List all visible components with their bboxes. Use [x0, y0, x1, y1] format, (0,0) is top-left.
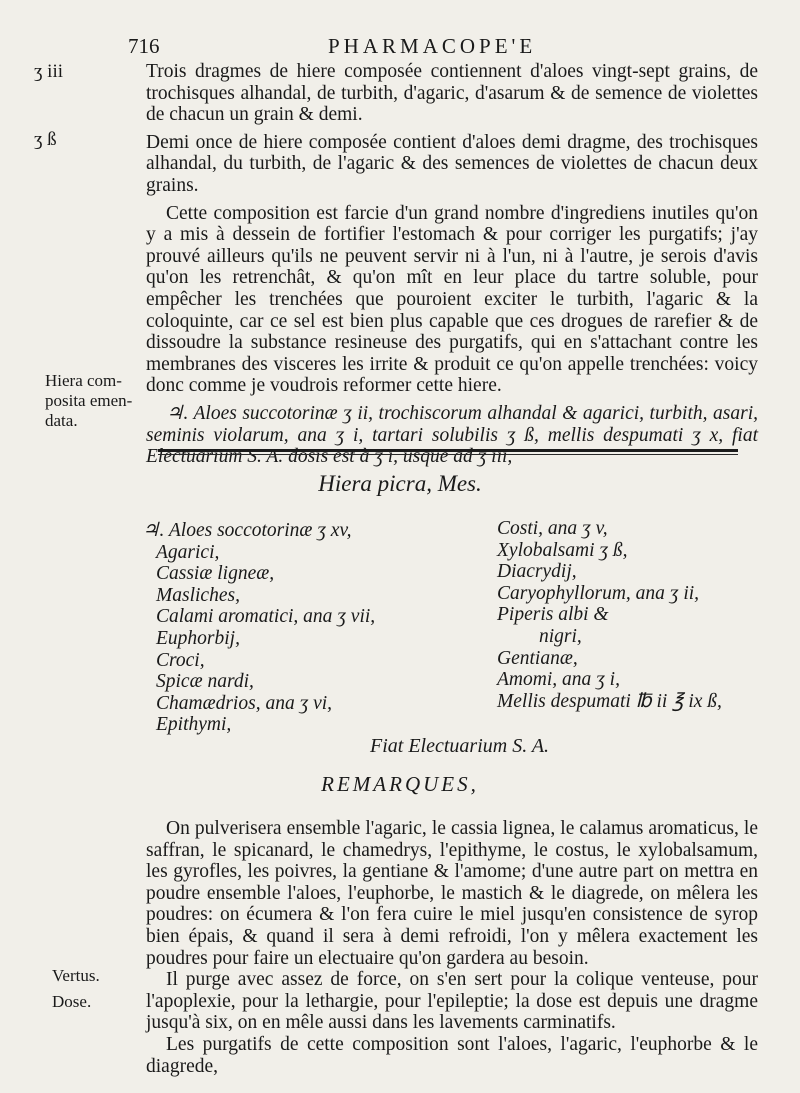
- paragraph: Il purge avec assez de force, on s'en sert pour la colique venteuse, pour l'apoplexie, pour la lethargie, pour l'epileptie; la dose est depuis une dragme jusqu'à six, on en mêle aussi dans les lavements carminatifs.: [146, 969, 758, 1034]
- ingredient-line: Piperis albi &: [497, 604, 609, 626]
- margin-dose-note: ʒ iii: [34, 61, 64, 82]
- paragraph: Trois dragmes de hiere composée contiennent d'aloes vingt-sept grains, de trochisques alhandal, de turbith, d'agaric, d'asarum & de semence de violettes de chacun un grain & demi.: [146, 61, 758, 126]
- ingredient-line: Costi, ana ʒ v,: [497, 518, 608, 539]
- ingredient-line: Croci,: [156, 649, 205, 671]
- ingredient-line: Masliches,: [156, 584, 240, 606]
- ingredient-line: Diacrydij,: [497, 561, 577, 583]
- margin-note-vertus: Vertus.: [52, 966, 100, 985]
- paragraph: Cette composition est farcie d'un grand nombre d'ingrediens inutiles qu'on y a mis à dessein de fortifier l'estomach & pour corriger les purgatifs; j'ay prouvé ailleurs qu'ils ne peuvent servir ni à l'un, ni à l'autre, je serois d'avis qu'on les retrenchât, & qu'on mît en leur place du tartre soluble, pour empêcher les trenchées que pouroient exciter le turbith, l'agaric & la coloquinte, car ce sel est bien plus capable que ces drogues de rarefier & de dissoudre la substance resineuse des purgatifs, qui en s'attachant contre les membranes des visceres les irrite & produit ce qu'on appelle trenchées: voicy donc comme je voudrois reformer cette hiere.: [146, 202, 758, 397]
- ingredient-line: Epithymi,: [156, 714, 232, 736]
- margin-note-line: posita emen-: [45, 391, 133, 410]
- ingredient-line: Cassiæ ligneæ,: [156, 563, 275, 585]
- margin-dose-note: ʒ ß: [34, 129, 57, 150]
- recipe-title: Hiera picra, Mes.: [318, 471, 482, 496]
- remarques-text-block: [146, 818, 758, 1077]
- ingredient-line: Xylobalsami ʒ ß,: [497, 539, 628, 561]
- running-head: [128, 34, 760, 64]
- ingredient-line: Caryophyllorum, ana ʒ ii,: [497, 582, 700, 604]
- margin-note-line: data.: [45, 411, 78, 430]
- paragraph: Les purgatifs de cette composition sont l'aloes, l'agaric, l'euphorbe & le diagrede,: [146, 1033, 758, 1077]
- margin-note-line: Hiera com-: [45, 371, 122, 390]
- top-text-block: [146, 61, 758, 468]
- ingredient-line: Spicæ nardi,: [156, 671, 254, 693]
- section-divider: [158, 449, 738, 452]
- ingredients-left-column: [142, 520, 472, 736]
- margin-note-hiera-emendata: [45, 371, 132, 431]
- ingredient-line: nigri,: [539, 625, 582, 647]
- ingredient-line: Mellis despumati ℔ ii ℥ ix ß,: [497, 690, 722, 712]
- ingredient-line: Gentianæ,: [497, 647, 578, 669]
- paragraph: Demi once de hiere composée contient d'aloes demi dragme, des trochisques alhandal, du turbith, de l'agaric & des semences de violettes de chacun deux grains.: [146, 131, 758, 196]
- ingredient-line: Agarici,: [156, 541, 220, 563]
- paragraph: On pulverisera ensemble l'agaric, le cassia lignea, le calamus aromaticus, le saffran, le spicanard, le chamedrys, l'epithyme, le costus, le xylobalsamum, les gyrofles, les poivres, la gentiane & l'amome; d'une autre part on mettra en poudre ensemble l'aloes, l'euphorbe, le mastich & le diagrede, on mêlera les poudres: on écumera & l'on fera cuire le miel jusqu'en consistence de syrop bien épais, & quand il sera à demi refroidi, l'on y mêlera exactement les poudres pour faire un electuaire qu'on gardera au besoin.: [146, 818, 758, 969]
- margin-note-dose: Dose.: [52, 992, 92, 1011]
- reformed-recipe-paragraph: ♃. Aloes succotorinæ ʒ ii, trochiscorum alhandal & agarici, turbith, asari, seminis violarum, ana ʒ i, tartari solubilis ʒ ß, mellis despumati ʒ x, fiat Electuarium S. A. dosis est à ʒ i, usque ad ʒ iii,: [146, 402, 758, 468]
- page-number: 716: [128, 34, 160, 58]
- ingredient-line: Amomi, ana ʒ i,: [497, 669, 620, 691]
- ingredient-line: Calami aromatici, ana ʒ vii,: [156, 606, 376, 628]
- recipe-closing: Fiat Electuarium S. A.: [370, 735, 550, 757]
- ingredient-line: ♃. Aloes soccotorinæ ʒ xv,: [142, 520, 352, 541]
- page-title: PHARMACOPE'E: [328, 34, 537, 58]
- ingredients-right-column: [497, 518, 757, 712]
- ingredient-line: Chamædrios, ana ʒ vi,: [156, 692, 333, 714]
- ingredient-line: Euphorbij,: [156, 627, 240, 649]
- section-divider-thin: [158, 454, 738, 455]
- remarques-heading: REMARQUES,: [321, 772, 479, 796]
